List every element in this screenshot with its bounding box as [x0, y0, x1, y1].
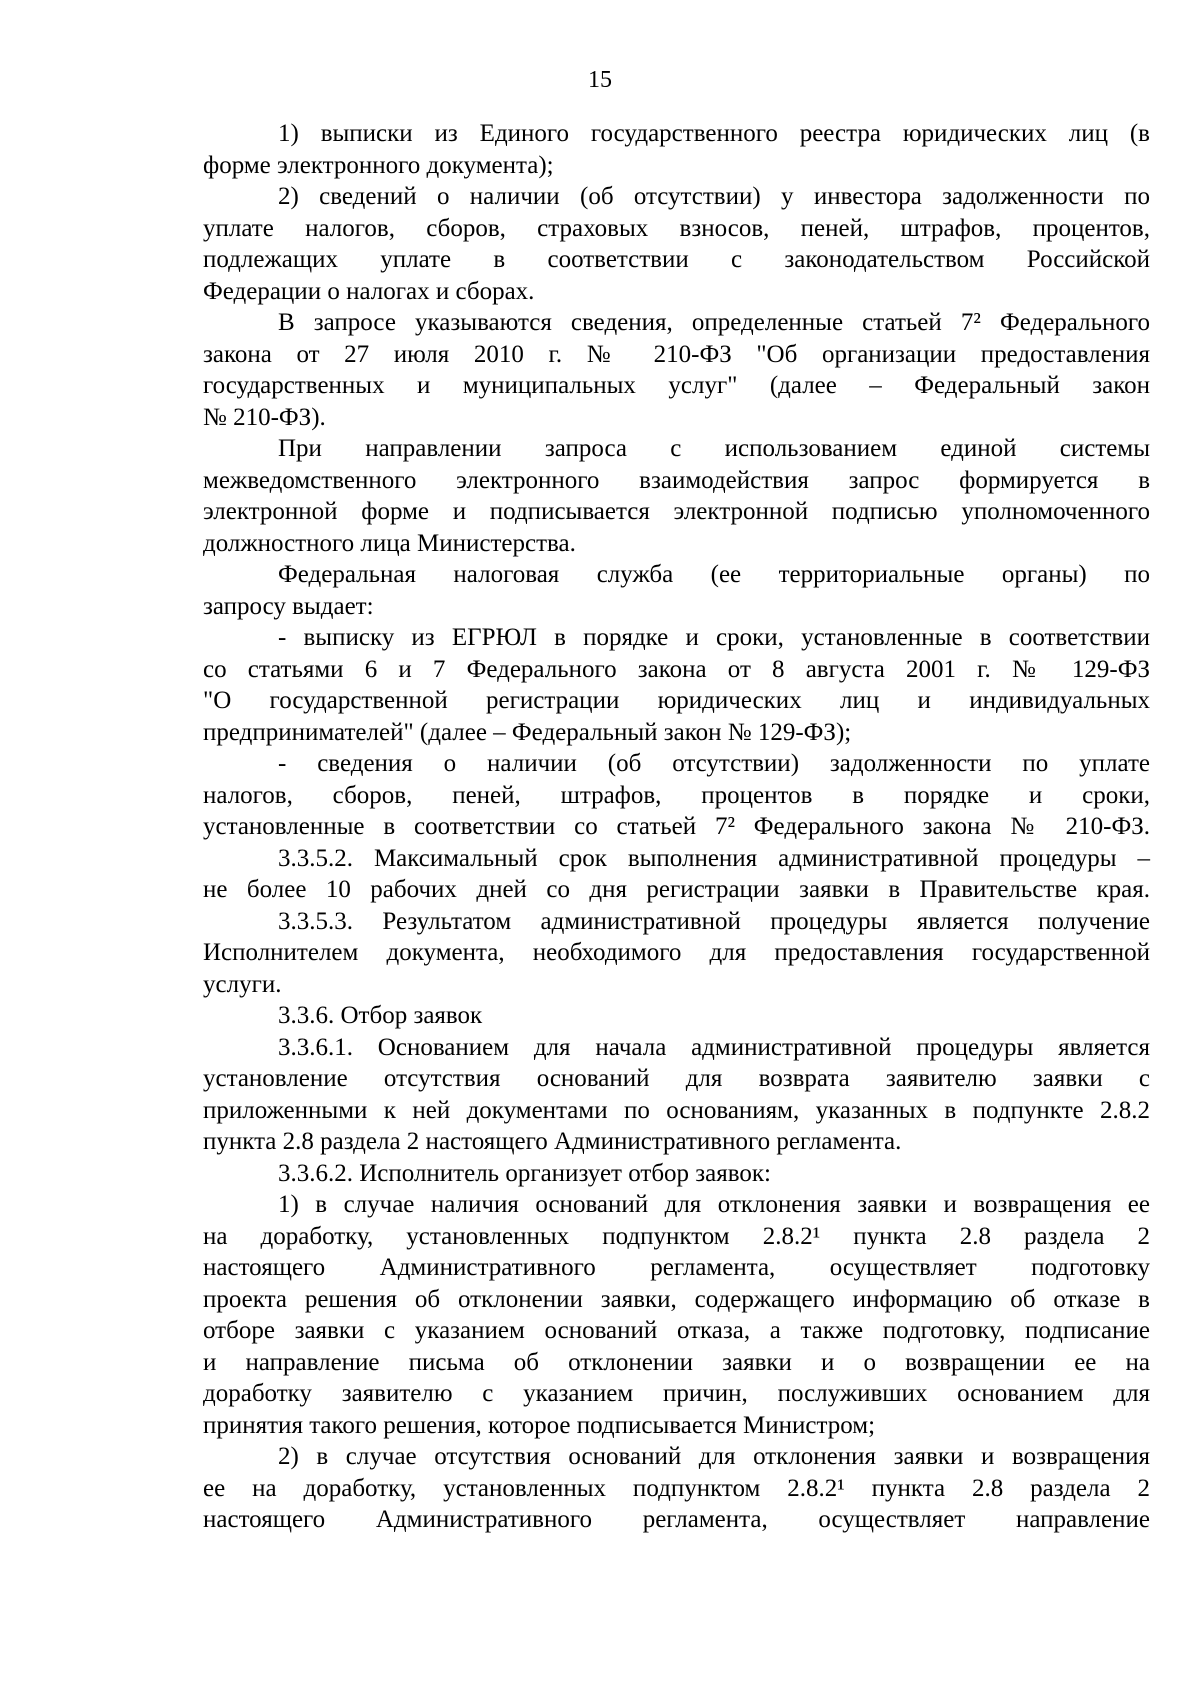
- paragraph-3-3-6-2: [203, 1158, 1150, 1190]
- text-line: Исполнителем документа, необходимого для предоставления государственной: [203, 939, 1150, 966]
- text-line: форме электронного документа);: [203, 151, 554, 179]
- text-line: услуги.: [203, 970, 282, 998]
- paragraph-egrul-extract-item: [203, 622, 1150, 748]
- text-line: должностного лица Министерства.: [203, 529, 576, 557]
- paragraph-electronic-request: [203, 433, 1150, 559]
- text-line: подлежащих уплате в соответствии с законодательством Российской: [203, 246, 1150, 273]
- text-line: запросу выдает:: [203, 592, 374, 620]
- text-line: межведомственного электронного взаимодействия запрос формируется в: [203, 466, 1150, 494]
- text-line: "О государственной регистрации юридических лиц и индивидуальных: [203, 687, 1150, 714]
- text-line: настоящего Административного регламента, осуществляет подготовку: [203, 1254, 1150, 1281]
- text-line: проекта решения об отклонении заявки, содержащего информацию об отказе в: [203, 1285, 1150, 1313]
- text-line: закона от 27 июля 2010 г. № 210-ФЗ "Об организации предоставления: [203, 340, 1150, 368]
- text-line: 3.3.5.3. Результатом административной процедуры является получение: [278, 907, 1150, 935]
- text-line: налогов, сборов, пеней, штрафов, процентов в порядке и сроки,: [203, 781, 1150, 809]
- text-line: со статьями 6 и 7 Федерального закона от 8 августа 2001 г. № 129-ФЗ: [203, 655, 1150, 683]
- text-line: приложенными к ней документами по основаниям, указанных в подпункте 2.8.2: [203, 1096, 1150, 1124]
- document-body: [203, 118, 1150, 1536]
- text-line: принятия такого решения, которое подписывается Министром;: [203, 1411, 876, 1439]
- text-line: 3.3.6.2. Исполнитель организует отбор заявок:: [278, 1159, 771, 1187]
- text-line: При направлении запроса с использованием единой системы: [278, 435, 1150, 462]
- paragraph-no-rejection-case: [203, 1441, 1150, 1536]
- paragraph-debt-info-item: [203, 748, 1150, 843]
- text-line: Федеральная налоговая служба (ее территориальные органы) по: [278, 561, 1150, 588]
- paragraph-rejection-case: [203, 1189, 1150, 1441]
- text-line: на доработку, установленных подпунктом 2.8.2¹ пункта 2.8 раздела 2: [203, 1222, 1150, 1250]
- paragraph-request-contents: [203, 307, 1150, 433]
- paragraph-3-3-5-2: [203, 843, 1150, 906]
- text-line: 3.3.6.1. Основанием для начала административной процедуры является: [278, 1033, 1150, 1061]
- text-line: В запросе указываются сведения, определенные статьей 7² Федерального: [278, 309, 1150, 336]
- paragraph-tax-debt-info: [203, 181, 1150, 307]
- paragraph-tax-service: [203, 559, 1150, 622]
- paragraph-3-3-5-3: [203, 906, 1150, 1001]
- paragraph-3-3-6-1: [203, 1032, 1150, 1158]
- text-line: - сведения о наличии (об отсутствии) задолженности по уплате: [278, 750, 1150, 777]
- text-line: установление отсутствия оснований для возврата заявителю заявки с: [203, 1065, 1150, 1092]
- section-heading: 3.3.6. Отбор заявок: [278, 1002, 483, 1029]
- text-line: электронной форме и подписывается электронной подписью уполномоченного: [203, 498, 1150, 525]
- text-line: 2) в случае отсутствия оснований для отклонения заявки и возвращения: [278, 1443, 1150, 1470]
- text-line: предпринимателей" (далее – Федеральный закон № 129-ФЗ);: [203, 718, 852, 746]
- text-line: 3.3.5.2. Максимальный срок выполнения административной процедуры –: [278, 844, 1150, 872]
- text-line: уплате налогов, сборов, страховых взносов, пеней, штрафов, процентов,: [203, 214, 1150, 242]
- text-line: государственных и муниципальных услуг" (далее – Федеральный закон: [203, 372, 1150, 399]
- text-line: Федерации о налогах и сборах.: [203, 277, 535, 305]
- text-line: отборе заявки с указанием оснований отказа, а также подготовку, подписание: [203, 1317, 1150, 1344]
- text-line: - выписку из ЕГРЮЛ в порядке и сроки, установленные в соответствии: [278, 624, 1150, 651]
- text-line: и направление письма об отклонении заявки и о возвращении ее на: [203, 1348, 1150, 1376]
- text-line: установленные в соответствии со статьей 7² Федерального закона № 210-ФЗ.: [203, 813, 1150, 840]
- text-line: № 210-ФЗ).: [203, 403, 326, 431]
- paragraph-extract-egrul: [203, 118, 1150, 181]
- section-heading-3-3-6: [203, 1000, 1150, 1032]
- text-line: доработку заявителю с указанием причин, послуживших основанием для: [203, 1380, 1150, 1407]
- text-line: настоящего Административного регламента, осуществляет направление: [203, 1506, 1150, 1533]
- text-line: 1) выписки из Единого государственного реестра юридических лиц (в: [278, 120, 1150, 147]
- text-line: ее на доработку, установленных подпунктом 2.8.2¹ пункта 2.8 раздела 2: [203, 1474, 1150, 1502]
- page-number: 15: [588, 67, 612, 93]
- text-line: 1) в случае наличия оснований для отклонения заявки и возвращения ее: [278, 1191, 1150, 1218]
- text-line: пункта 2.8 раздела 2 настоящего Административного регламента.: [203, 1128, 902, 1155]
- text-line: не более 10 рабочих дней со дня регистрации заявки в Правительстве края.: [203, 876, 1150, 903]
- text-line: 2) сведений о наличии (об отсутствии) у инвестора задолженности по: [278, 183, 1150, 210]
